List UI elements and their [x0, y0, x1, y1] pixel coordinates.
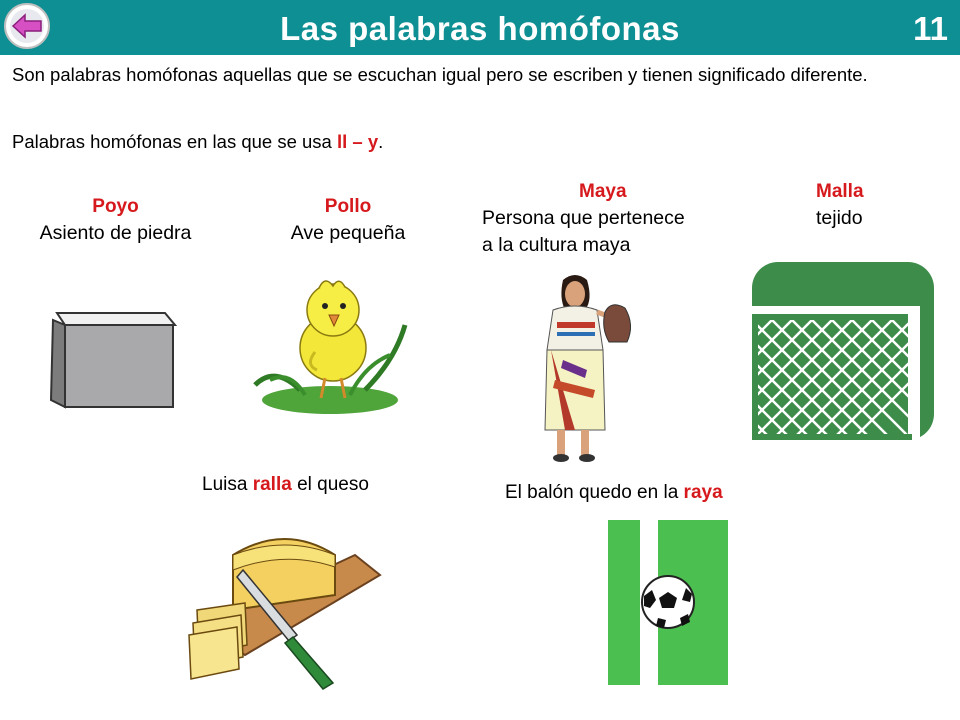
definition-poyo: Asiento de piedra [39, 222, 192, 244]
goal-net-icon [752, 262, 934, 440]
word-poyo: Poyo [92, 196, 139, 217]
chick-icon [245, 270, 415, 422]
sentence-ralla-after: el queso [291, 474, 369, 495]
soccer-field-line-icon [608, 520, 728, 685]
page-number: 11 [913, 10, 948, 47]
stone-block-icon [45, 305, 180, 410]
maya-woman-icon [535, 270, 640, 465]
definition-malla: tejido [816, 207, 863, 229]
sentence-raya [505, 482, 723, 504]
intro-text: Son palabras homófonas aquellas que se escuchan igual pero se escriben y tienen significado diferente. [12, 64, 868, 85]
definition-maya-line1: Persona que pertenece [482, 207, 685, 229]
word-pollo: Pollo [324, 196, 372, 217]
word-card-pollo [272, 193, 424, 247]
word-malla: Malla [816, 181, 864, 202]
sentence-raya-highlight: raya [683, 482, 723, 503]
word-card-poyo [18, 193, 213, 247]
sentence-raya-before: El balón quedo en la [505, 482, 684, 503]
page-title: Las palabras homófonas [280, 10, 680, 47]
subintro-highlight: ll – y [337, 131, 379, 152]
word-card-maya [482, 178, 742, 259]
cheese-grater-icon [185, 515, 385, 690]
sentence-ralla [202, 474, 369, 496]
definition-maya-line2: a la cultura maya [482, 234, 631, 256]
definition-pollo: Ave pequeña [290, 222, 406, 244]
subintro-text [12, 129, 383, 155]
sentence-ralla-highlight: ralla [252, 474, 292, 495]
word-card-malla [816, 178, 916, 232]
subintro-before: Palabras homófonas en las que se usa [12, 131, 337, 152]
subintro-after: . [378, 131, 384, 152]
word-maya: Maya [579, 181, 627, 202]
sentence-ralla-before: Luisa [202, 474, 253, 495]
